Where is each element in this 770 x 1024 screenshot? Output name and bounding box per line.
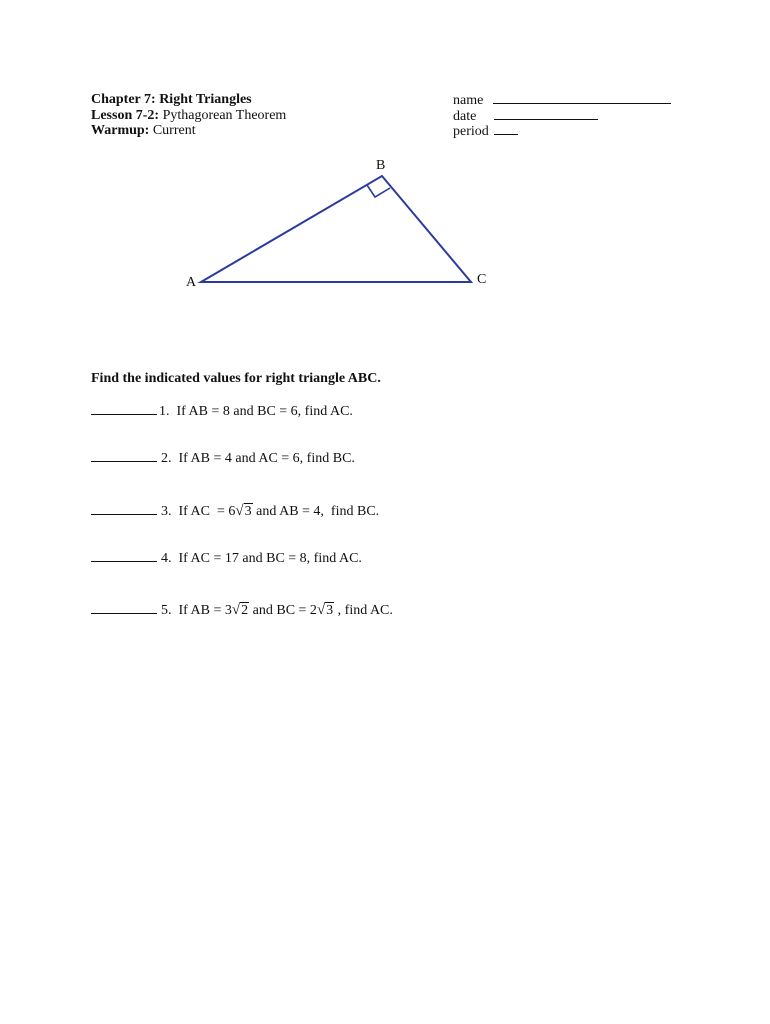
answer-blank-4[interactable]	[91, 549, 157, 562]
right-angle-marker	[367, 185, 390, 197]
answer-blank-3[interactable]	[91, 502, 157, 515]
sqrt-symbol-icon: √	[231, 602, 241, 618]
date-label: date	[453, 109, 477, 124]
question-text-post: , find AC.	[334, 603, 393, 618]
question-5	[91, 601, 393, 619]
question-4	[91, 549, 362, 567]
question-number: 2.	[161, 451, 172, 466]
triangle-abc	[201, 176, 471, 282]
radicand: 3	[326, 603, 334, 618]
radical	[235, 503, 252, 520]
lesson-title: Pythagorean Theorem	[162, 108, 287, 123]
sqrt-symbol-icon: √	[235, 503, 244, 519]
radicand: 3	[244, 504, 252, 519]
warmup-title: Current	[152, 123, 196, 138]
question-2	[91, 449, 355, 467]
question-text: If AB = 4 and AC = 6, find BC.	[178, 451, 355, 466]
period-label: period	[453, 124, 489, 139]
question-number: 3.	[161, 504, 172, 519]
question-number: 5.	[161, 603, 172, 618]
warmup-label: Warmup:	[91, 123, 150, 138]
question-3	[91, 502, 379, 520]
name-label: name	[453, 93, 484, 108]
lesson-label: Lesson 7-2:	[91, 108, 160, 123]
vertex-label-a: A	[186, 275, 197, 290]
question-number: 1.	[159, 404, 170, 419]
answer-blank-1[interactable]	[91, 402, 157, 415]
question-text-pre: If AC = 6	[178, 504, 236, 519]
question-text-mid: and BC = 2	[249, 603, 317, 618]
question-text: If AB = 8 and BC = 6, find AC.	[176, 404, 353, 419]
chapter-label: Chapter 7:	[91, 92, 156, 107]
sqrt-symbol-icon: √	[316, 602, 326, 618]
vertex-label-b: B	[376, 158, 386, 173]
question-text-pre: If AB = 3	[178, 603, 232, 618]
radical	[317, 602, 334, 619]
radical	[232, 602, 249, 619]
chapter-title: Right Triangles	[159, 92, 252, 107]
question-text-post: and AB = 4, find BC.	[252, 504, 380, 519]
question-text: If AC = 17 and BC = 8, find AC.	[178, 551, 362, 566]
answer-blank-2[interactable]	[91, 449, 157, 462]
question-1	[91, 402, 353, 420]
answer-blank-5[interactable]	[91, 601, 157, 614]
vertex-label-c: C	[477, 272, 487, 287]
radicand: 2	[241, 603, 249, 618]
question-number: 4.	[161, 551, 172, 566]
instructions: Find the indicated values for right triangle ABC.	[91, 371, 381, 386]
